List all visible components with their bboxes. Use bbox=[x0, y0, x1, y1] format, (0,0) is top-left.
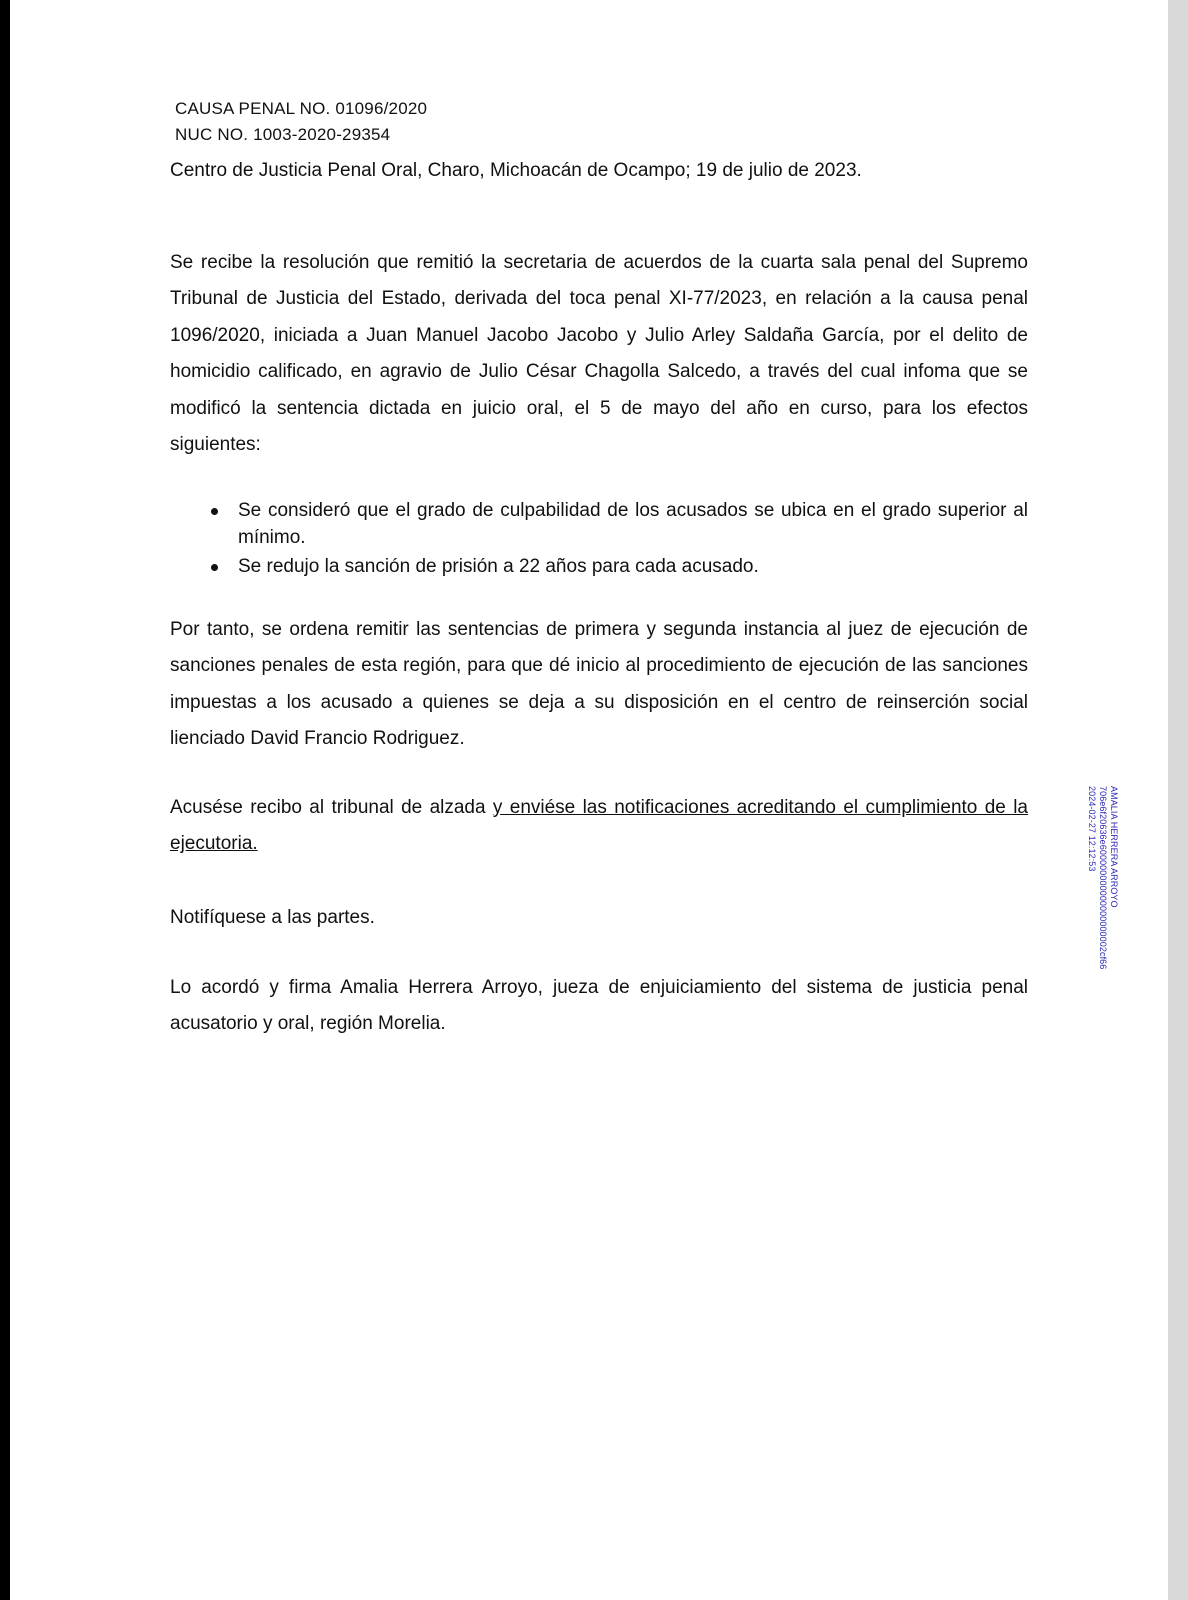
bullet-icon bbox=[211, 508, 218, 515]
list-item bbox=[205, 553, 1028, 580]
effects-list bbox=[205, 497, 1028, 582]
signature-paragraph: Lo acordó y firma Amalia Herrera Arroyo, jueza de enjuiciamiento del sistema de justicia penal acusatorio y oral, región Morelia. bbox=[170, 977, 1028, 1035]
nuc-number: NUC NO. 1003-2020-29354 bbox=[175, 125, 391, 144]
stamp-name: AMALIA HERRERA ARROYO bbox=[1109, 786, 1119, 908]
place-date-line: Centro de Justicia Penal Oral, Charo, Michoacán de Ocampo; 19 de julio de 2023. bbox=[170, 160, 862, 181]
acknowledge-text: Acusése recibo al tribunal de alzada bbox=[170, 797, 493, 818]
list-item-text: Se redujo la sanción de prisión a 22 años para cada acusado. bbox=[238, 556, 759, 577]
electronic-signature-stamp bbox=[1086, 786, 1119, 969]
document-page bbox=[10, 0, 1178, 1600]
causa-penal-number: CAUSA PENAL NO. 01096/2020 bbox=[175, 99, 428, 118]
notify-paragraph: Notifíquese a las partes. bbox=[170, 907, 375, 928]
viewer-edge bbox=[1168, 0, 1188, 1600]
list-item bbox=[205, 497, 1028, 551]
acknowledge-underlined-text: y enviése las notificaciones acreditando el cumplimiento de la ejecutoria. bbox=[170, 797, 1028, 855]
stamp-hash: 706e6f20636e600000000000000000002cf66 bbox=[1098, 786, 1108, 970]
resolution-paragraph: Se recibe la resolución que remitió la secretaria de acuerdos de la cuarta sala penal del Supremo Tribunal de Justicia del Estado, derivada del toca penal XI-77/2023, en relación a la causa penal 1096/2020, iniciada a Juan Manuel Jacobo Jacobo y Julio Arley Saldaña García, por el delito de homicidio calificado, en agravio de Julio César Chagolla Salcedo, a través del cual infoma que se modificó la sentencia dictada en juicio oral, el 5 de mayo del año en curso, para los efectos siguientes: bbox=[170, 252, 1028, 456]
stamp-timestamp: 2024-02-27 12:12:53 bbox=[1087, 786, 1097, 872]
document-header bbox=[175, 96, 427, 148]
list-item-text: Se consideró que el grado de culpabilidad de los acusados se ubica en el grado superior al mínimo. bbox=[238, 500, 1028, 548]
order-paragraph: Por tanto, se ordena remitir las sentencias de primera y segunda instancia al juez de ejecución de sanciones penales de esta región, para que dé inicio al procedimiento de ejecución de las sanciones impuestas a los acusado a quienes se deja a su disposición en el centro de reinserción social lienciado David Francio Rodriguez. bbox=[170, 619, 1028, 750]
bullet-icon bbox=[211, 564, 218, 571]
acknowledge-paragraph bbox=[170, 790, 1028, 863]
